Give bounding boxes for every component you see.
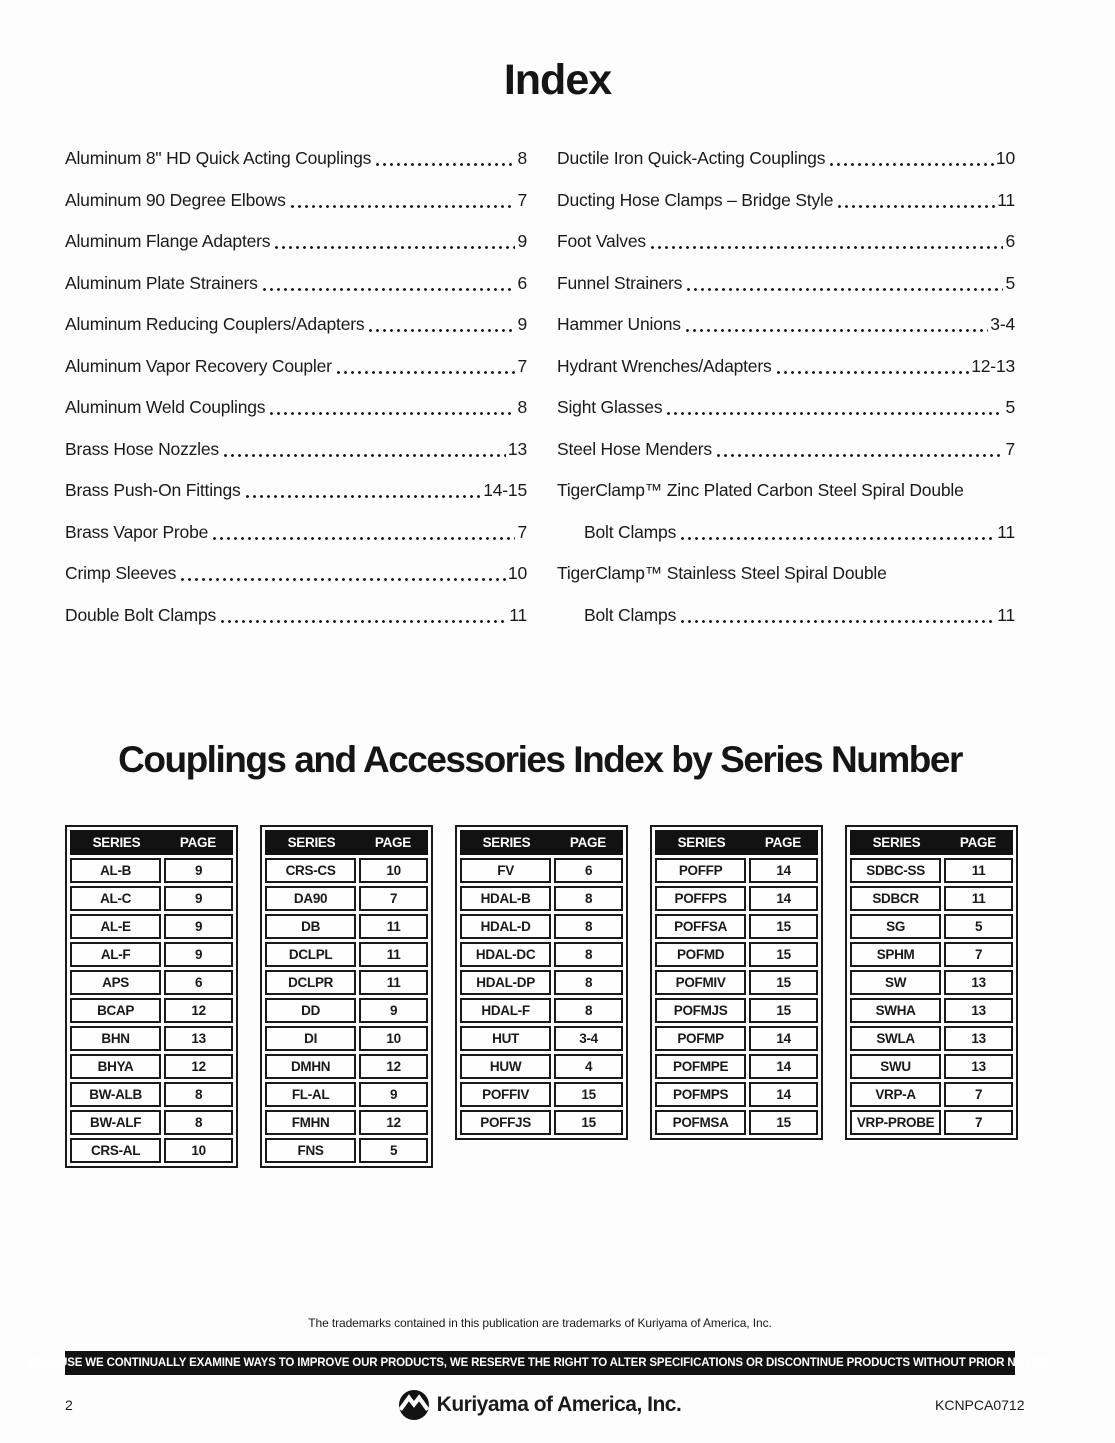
index-entry-page: 6	[517, 272, 527, 293]
dot-leader	[332, 357, 518, 377]
table-row	[265, 1054, 428, 1079]
index-entry-page: 10	[507, 563, 527, 583]
index-entry	[557, 149, 1015, 169]
table-row	[655, 858, 818, 883]
table-row	[850, 858, 1013, 883]
index-entry-page: 7	[517, 189, 527, 210]
page-cell: 11	[944, 886, 1013, 911]
dot-leader	[286, 191, 518, 211]
series-cell: AL-B	[70, 858, 161, 883]
index-entry-page: 9	[517, 314, 527, 334]
table-row	[70, 1026, 233, 1051]
index-entry-label: Aluminum Reducing Couplers/Adapters	[65, 314, 365, 334]
dot-leader	[371, 149, 517, 169]
table-row	[655, 1026, 818, 1051]
table-row	[655, 886, 818, 911]
series-cell: VRP-PROBE	[850, 1110, 941, 1135]
page-cell: 14	[749, 858, 818, 883]
page-cell: 14	[749, 1026, 818, 1051]
table-row	[655, 1110, 818, 1135]
page-cell: 14	[749, 1054, 818, 1079]
index-entry-label: Funnel Strainers	[557, 272, 683, 293]
series-cell: FL-AL	[265, 1082, 356, 1107]
series-cell: SPHM	[850, 942, 941, 967]
index-entry	[557, 274, 1015, 294]
index-entry	[557, 398, 1015, 418]
dot-leader	[676, 523, 997, 543]
table-row	[850, 998, 1013, 1023]
page-cell: 7	[359, 886, 428, 911]
index-entry	[557, 357, 1015, 377]
page-column-header: PAGE	[569, 835, 606, 850]
index-entry	[65, 481, 527, 501]
index-entry-label: Aluminum Plate Strainers	[65, 272, 258, 293]
page-cell: 10	[359, 1026, 428, 1051]
page-column-header: PAGE	[764, 835, 801, 850]
table-row	[265, 1026, 428, 1051]
table-row	[265, 858, 428, 883]
series-cell: POFMD	[655, 942, 746, 967]
index-entry	[557, 440, 1015, 460]
series-table-2	[260, 825, 433, 1168]
series-cell: FV	[460, 858, 551, 883]
index-entry-label: Bolt Clamps	[584, 604, 677, 625]
index-entry-label: Crimp Sleeves	[65, 563, 177, 583]
page-cell: 8	[554, 914, 623, 939]
index-entry-label: Brass Vapor Probe	[65, 521, 209, 542]
page-cell: 11	[359, 970, 428, 995]
table-row	[70, 942, 233, 967]
table-row	[265, 914, 428, 939]
page-cell: 10	[359, 858, 428, 883]
page-column-header: PAGE	[374, 835, 411, 850]
index-entry-label: Aluminum 8" HD Quick Acting Couplings	[65, 148, 372, 168]
index-entry-label: Aluminum Weld Couplings	[65, 397, 266, 417]
series-cell: DCLPL	[265, 942, 356, 967]
page-cell: 9	[359, 1082, 428, 1107]
page-cell: 8	[554, 998, 623, 1023]
page-cell: 9	[164, 942, 233, 967]
page-cell: 9	[164, 886, 233, 911]
series-cell: AL-E	[70, 914, 161, 939]
index-entry	[65, 564, 527, 584]
series-table-4	[650, 825, 823, 1140]
series-cell: POFMPE	[655, 1054, 746, 1079]
table-header	[850, 830, 1013, 855]
series-cell: POFFSA	[655, 914, 746, 939]
table-row	[850, 1082, 1013, 1107]
page-cell: 15	[749, 942, 818, 967]
page-cell: 8	[164, 1082, 233, 1107]
page-cell: 13	[164, 1026, 233, 1051]
page-cell: 13	[944, 998, 1013, 1023]
dot-leader	[772, 357, 972, 377]
index-entry-label: Aluminum Flange Adapters	[65, 231, 271, 251]
alphabetical-index	[65, 149, 1015, 647]
dot-leader	[833, 191, 997, 211]
index-entry	[65, 191, 527, 211]
series-column-header: SERIES	[287, 835, 336, 850]
index-entry-page: 11	[997, 604, 1015, 625]
page-cell: 12	[359, 1110, 428, 1135]
page-cell: 6	[554, 858, 623, 883]
series-cell: VRP-A	[850, 1082, 941, 1107]
page-cell: 4	[554, 1054, 623, 1079]
series-cell: BCAP	[70, 998, 161, 1023]
series-cell: SWU	[850, 1054, 941, 1079]
series-cell: SDBCR	[850, 886, 941, 911]
page-cell: 13	[944, 1054, 1013, 1079]
table-row	[460, 998, 623, 1023]
table-row	[70, 998, 233, 1023]
index-entry-page: 5	[1005, 272, 1015, 293]
dot-leader	[662, 398, 1005, 418]
kuriyama-logo-icon	[399, 1390, 429, 1420]
series-cell: DMHN	[265, 1054, 356, 1079]
series-cell: POFFP	[655, 858, 746, 883]
table-header	[655, 830, 818, 855]
table-row	[460, 858, 623, 883]
dot-leader	[208, 523, 517, 543]
series-table-1	[65, 825, 238, 1168]
index-entry-label: Bolt Clamps	[584, 521, 677, 542]
index-entry-label: Hammer Unions	[557, 314, 681, 334]
index-entry-label: Brass Push-On Fittings	[65, 480, 241, 500]
page-cell: 12	[164, 1054, 233, 1079]
table-row	[265, 970, 428, 995]
table-row	[850, 942, 1013, 967]
index-entry-page: 11	[509, 604, 527, 625]
index-entry	[65, 440, 527, 460]
index-entry-label: Foot Valves	[557, 231, 646, 251]
index-entry-page: 8	[517, 148, 527, 168]
index-entry-page: 13	[507, 438, 527, 459]
trademark-note: The trademarks contained in this publication are trademarks of Kuriyama of America, Inc.	[308, 1316, 772, 1330]
dot-leader	[682, 274, 1005, 294]
series-cell: HDAL-F	[460, 998, 551, 1023]
series-cell: HDAL-DP	[460, 970, 551, 995]
page-cell: 14	[749, 886, 818, 911]
index-entry-label: Double Bolt Clamps	[65, 604, 217, 625]
page-cell: 8	[164, 1110, 233, 1135]
series-cell: SWLA	[850, 1026, 941, 1051]
index-entry-label: Aluminum 90 Degree Elbows	[65, 189, 286, 210]
page-cell: 9	[164, 914, 233, 939]
index-entry	[557, 481, 1015, 501]
index-entry	[557, 523, 1015, 543]
table-row	[850, 914, 1013, 939]
index-entry-page: 7	[1005, 438, 1015, 459]
page-cell: 12	[359, 1054, 428, 1079]
index-column-left	[65, 149, 527, 647]
table-row	[655, 998, 818, 1023]
dot-leader	[216, 606, 509, 626]
series-column-header: SERIES	[92, 835, 141, 850]
series-table-3	[455, 825, 628, 1140]
index-entry-label: TigerClamp™ Stainless Steel Spiral Double	[557, 563, 887, 583]
page-cell: 11	[359, 942, 428, 967]
page-number: 2	[65, 1397, 73, 1413]
page-cell: 14	[749, 1082, 818, 1107]
page-cell: 7	[944, 1110, 1013, 1135]
index-entry	[65, 149, 527, 169]
series-cell: BW-ALB	[70, 1082, 161, 1107]
index-entry-label: Brass Hose Nozzles	[65, 438, 219, 459]
dot-leader	[241, 481, 484, 501]
series-cell: SG	[850, 914, 941, 939]
page-cell: 8	[554, 970, 623, 995]
footer-brand	[145, 1390, 935, 1420]
table-row	[70, 1082, 233, 1107]
page-cell: 7	[944, 1082, 1013, 1107]
index-entry	[557, 606, 1015, 626]
series-cell: CRS-CS	[265, 858, 356, 883]
index-entry-label: Ductile Iron Quick-Acting Couplings	[557, 148, 826, 168]
page-column-header: PAGE	[179, 835, 216, 850]
page-cell: 9	[359, 998, 428, 1023]
table-header	[70, 830, 233, 855]
index-entry-label: Hydrant Wrenches/Adapters	[557, 355, 772, 376]
series-cell: SWHA	[850, 998, 941, 1023]
table-row	[460, 1026, 623, 1051]
series-column-header: SERIES	[677, 835, 726, 850]
series-cell: POFFPS	[655, 886, 746, 911]
index-entry-page: 7	[517, 521, 527, 542]
index-entry-page: 5	[1005, 397, 1015, 417]
table-row	[265, 1082, 428, 1107]
series-cell: DI	[265, 1026, 356, 1051]
page-cell: 11	[359, 914, 428, 939]
index-entry-label: Aluminum Vapor Recovery Coupler	[65, 355, 332, 376]
series-cell: POFMPS	[655, 1082, 746, 1107]
page-cell: 10	[164, 1138, 233, 1163]
page-cell: 12	[164, 998, 233, 1023]
dot-leader	[646, 232, 1006, 252]
dot-leader	[265, 398, 517, 418]
page-cell: 6	[164, 970, 233, 995]
index-entry-page: 9	[517, 231, 527, 251]
page-cell: 15	[554, 1110, 623, 1135]
disclaimer-text: BECAUSE WE CONTINUALLY EXAMINE WAYS TO IMPROVE OUR PRODUCTS, WE RESERVE THE RIGHT TO ALTER SPECIFICATIONS OR DISCONTINUE PRODUCTS WITHOUT PRIOR NOTICE.	[27, 1357, 1053, 1369]
series-cell: POFFJS	[460, 1110, 551, 1135]
page-title: Index	[503, 56, 612, 104]
index-entry-label: Sight Glasses	[557, 397, 663, 417]
table-row	[460, 886, 623, 911]
company-name: Kuriyama of America, Inc.	[436, 1393, 682, 1416]
dot-leader	[676, 606, 997, 626]
table-row	[70, 1110, 233, 1135]
doc-code: KCNPCA0712	[935, 1397, 1025, 1413]
series-cell: POFFIV	[460, 1082, 551, 1107]
index-entry	[557, 191, 1015, 211]
table-header	[460, 830, 623, 855]
table-header	[265, 830, 428, 855]
index-entry-label: TigerClamp™ Zinc Plated Carbon Steel Spiral Double	[557, 480, 964, 500]
index-entry	[65, 357, 527, 377]
table-row	[460, 970, 623, 995]
index-entry-label: Steel Hose Menders	[557, 438, 712, 459]
table-row	[655, 970, 818, 995]
page-cell: 9	[164, 858, 233, 883]
page-cell: 13	[944, 970, 1013, 995]
page-cell: 13	[944, 1026, 1013, 1051]
page-cell: 15	[749, 914, 818, 939]
series-cell: DA90	[265, 886, 356, 911]
table-row	[460, 942, 623, 967]
table-row	[850, 970, 1013, 995]
index-entry	[557, 315, 1015, 335]
index-column-right	[557, 149, 1015, 647]
series-cell: APS	[70, 970, 161, 995]
series-cell: POFMJS	[655, 998, 746, 1023]
series-column-header: SERIES	[482, 835, 531, 850]
index-entry-page: 10	[995, 148, 1015, 168]
index-entry-page: 12-13	[971, 355, 1015, 376]
page-cell: 8	[554, 886, 623, 911]
table-row	[850, 886, 1013, 911]
series-cell: HUW	[460, 1054, 551, 1079]
series-cell: BHN	[70, 1026, 161, 1051]
dot-leader	[219, 440, 508, 460]
series-cell: DCLPR	[265, 970, 356, 995]
table-row	[70, 1138, 233, 1163]
index-entry-page: 8	[517, 397, 527, 417]
dot-leader	[364, 315, 517, 335]
table-row	[460, 914, 623, 939]
series-column-header: SERIES	[872, 835, 921, 850]
series-cell: BHYA	[70, 1054, 161, 1079]
index-entry-page: 3-4	[990, 314, 1015, 334]
table-row	[850, 1026, 1013, 1051]
index-entry-page: 11	[997, 521, 1015, 542]
index-entry	[65, 274, 527, 294]
series-cell: DB	[265, 914, 356, 939]
index-entry-label: Ducting Hose Clamps – Bridge Style	[557, 189, 834, 210]
series-cell: HDAL-B	[460, 886, 551, 911]
table-row	[460, 1110, 623, 1135]
table-row	[655, 914, 818, 939]
table-row	[265, 998, 428, 1023]
series-cell: AL-F	[70, 942, 161, 967]
series-cell: HDAL-DC	[460, 942, 551, 967]
series-cell: POFMP	[655, 1026, 746, 1051]
page-cell: 11	[944, 858, 1013, 883]
series-cell: CRS-AL	[70, 1138, 161, 1163]
series-cell: SW	[850, 970, 941, 995]
table-row	[70, 970, 233, 995]
index-entry	[557, 232, 1015, 252]
page-cell: 8	[554, 942, 623, 967]
series-cell: HDAL-D	[460, 914, 551, 939]
dot-leader	[270, 232, 517, 252]
index-entry-page: 6	[1005, 231, 1015, 251]
index-entry	[65, 523, 527, 543]
page-cell: 15	[749, 970, 818, 995]
series-cell: SDBC-SS	[850, 858, 941, 883]
dot-leader	[681, 315, 990, 335]
page-cell: 15	[749, 1110, 818, 1135]
page-cell: 5	[944, 914, 1013, 939]
index-entry	[65, 232, 527, 252]
table-row	[850, 1110, 1013, 1135]
index-entry	[557, 564, 1015, 584]
table-row	[265, 942, 428, 967]
table-row	[265, 1138, 428, 1163]
table-row	[655, 942, 818, 967]
page-cell: 15	[749, 998, 818, 1023]
series-cell: AL-C	[70, 886, 161, 911]
index-entry	[65, 398, 527, 418]
table-row	[850, 1054, 1013, 1079]
series-cell: BW-ALF	[70, 1110, 161, 1135]
table-row	[70, 1054, 233, 1079]
series-cell: POFMSA	[655, 1110, 746, 1135]
index-entry-page: 11	[997, 189, 1015, 210]
series-tables	[65, 825, 1115, 1168]
table-row	[70, 858, 233, 883]
table-row	[460, 1054, 623, 1079]
table-row	[70, 914, 233, 939]
dot-leader	[176, 564, 508, 584]
page-cell: 5	[359, 1138, 428, 1163]
disclaimer-bar	[27, 1351, 1053, 1375]
series-cell: FNS	[265, 1138, 356, 1163]
series-cell: DD	[265, 998, 356, 1023]
page-column-header: PAGE	[959, 835, 996, 850]
index-entry-page: 7	[517, 355, 527, 376]
table-row	[655, 1054, 818, 1079]
series-cell: HUT	[460, 1026, 551, 1051]
dot-leader	[258, 274, 518, 294]
page-footer	[65, 1388, 1025, 1422]
table-row	[460, 1082, 623, 1107]
table-row	[265, 1110, 428, 1135]
table-row	[655, 1082, 818, 1107]
series-index-title: Couplings and Accessories Index by Series Number	[118, 739, 962, 780]
series-cell: FMHN	[265, 1110, 356, 1135]
dot-leader	[712, 440, 1006, 460]
page-cell: 3-4	[554, 1026, 623, 1051]
page-cell: 7	[944, 942, 1013, 967]
index-entry-page: 14-15	[483, 480, 527, 500]
page-cell: 15	[554, 1082, 623, 1107]
table-row	[265, 886, 428, 911]
index-entry	[65, 606, 527, 626]
series-cell: POFMIV	[655, 970, 746, 995]
dot-leader	[825, 149, 996, 169]
index-entry	[65, 315, 527, 335]
table-row	[70, 886, 233, 911]
series-table-5	[845, 825, 1018, 1140]
